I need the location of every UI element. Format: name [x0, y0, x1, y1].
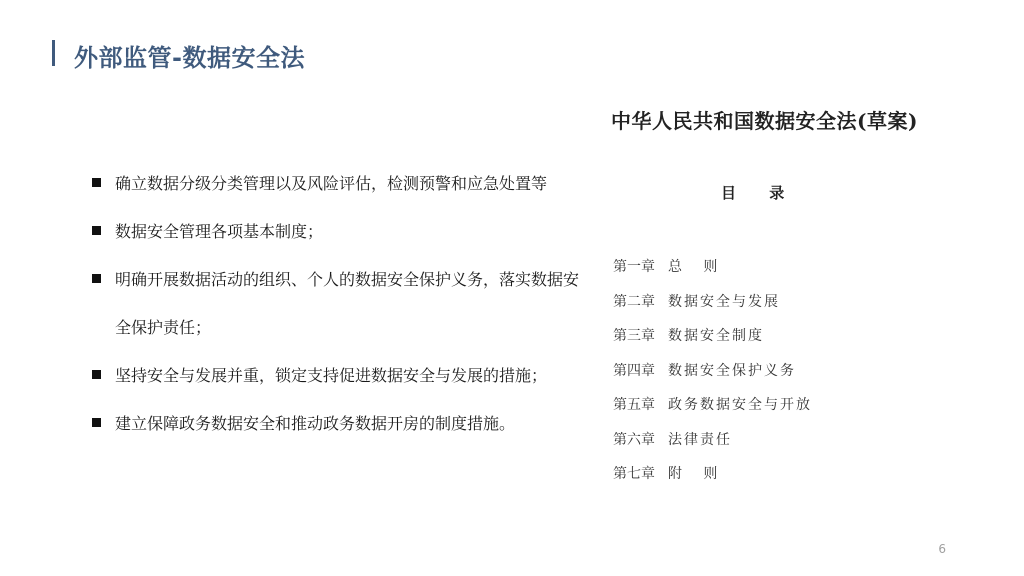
square-bullet-icon [92, 418, 101, 427]
law-document-image [605, 100, 935, 500]
square-bullet-icon [92, 370, 101, 379]
square-bullet-icon [92, 178, 101, 187]
chapter-number: 第四章 [613, 362, 655, 379]
chapter-number: 第五章 [613, 397, 655, 413]
chapter-title: 政务数据安全与开放 [668, 397, 812, 413]
page-title: 外部监管-数据安全法 [74, 44, 305, 72]
square-bullet-icon [92, 274, 101, 283]
bullet-text: 确立数据分级分类管理以及风险评估，检测预警和应急处置等 [115, 174, 548, 193]
toc-item [613, 457, 812, 492]
bullet-item [92, 208, 582, 256]
chapter-number: 第六章 [613, 431, 655, 448]
toc-item [613, 319, 812, 354]
chapter-title: 数据安全制度 [668, 328, 764, 344]
chapter-title: 数据安全保护义务 [668, 362, 796, 379]
toc-item [613, 388, 812, 423]
bullet-item [92, 400, 582, 448]
toc-heading: 目 录 [721, 184, 799, 202]
chapter-number: 第七章 [613, 466, 655, 482]
bullet-list [92, 160, 582, 448]
bullet-text: 建立保障政务数据安全和推动政务数据开房的制度措施。 [115, 414, 516, 433]
title-accent-bar [52, 40, 55, 66]
toc-item [613, 423, 812, 458]
chapter-number: 第二章 [613, 293, 655, 310]
bullet-text: 明确开展数据活动的组织、个人的数据安全保护义务，落实数据安全保护责任； [115, 270, 580, 337]
chapter-title: 数据安全与发展 [668, 293, 780, 310]
page-number: 6 [938, 542, 946, 556]
bullet-item [92, 160, 582, 208]
bullet-item [92, 352, 582, 400]
table-of-contents [613, 250, 812, 492]
chapter-number: 第一章 [613, 259, 655, 275]
bullet-text: 坚持安全与发展并重，锁定支持促进数据安全与发展的措施； [115, 366, 548, 385]
toc-item [613, 354, 812, 389]
bullet-text: 数据安全管理各项基本制度； [115, 222, 324, 241]
toc-item [613, 250, 812, 285]
square-bullet-icon [92, 226, 101, 235]
chapter-number: 第三章 [613, 328, 655, 344]
chapter-title: 附 则 [668, 466, 720, 482]
chapter-title: 法律责任 [668, 431, 732, 448]
toc-item [613, 285, 812, 320]
bullet-item [92, 256, 582, 352]
document-title: 中华人民共和国数据安全法(草案) [611, 109, 918, 133]
chapter-title: 总 则 [668, 259, 720, 275]
